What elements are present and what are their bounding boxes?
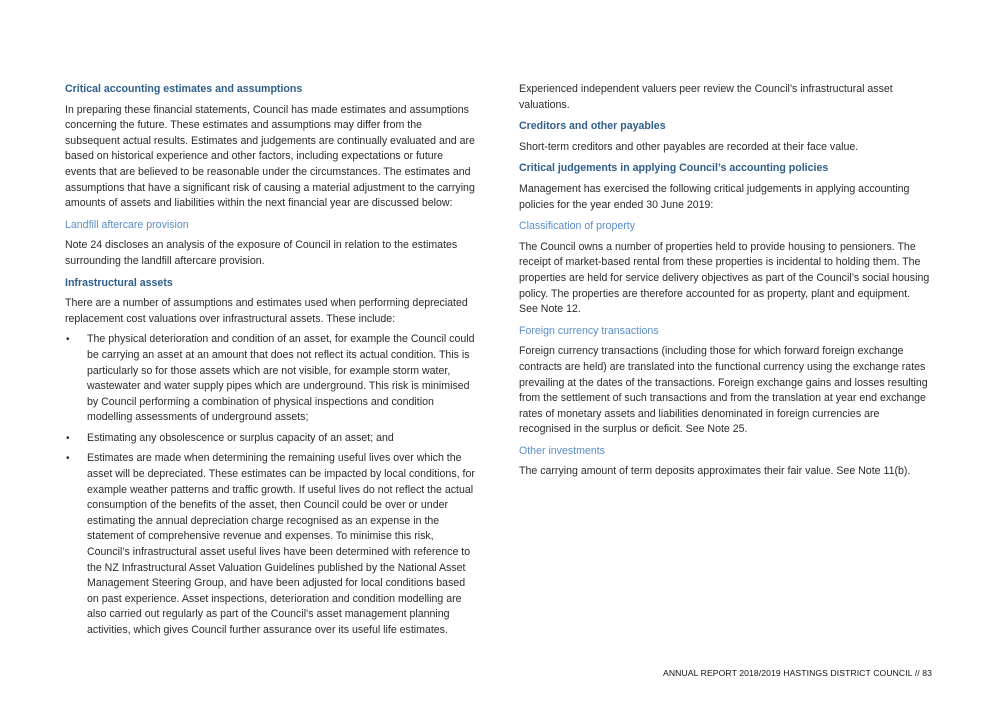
infrastructural-body: There are a number of assumptions and estimates used when performing depreciated replacement cost valuations over infrastructural assets. These include: — [65, 297, 468, 325]
page-footer: ANNUAL REPORT 2018/2019 HASTINGS DISTRICT COUNCIL // 83 — [663, 668, 932, 678]
infrastructural-heading: Infrastructural assets — [65, 276, 173, 289]
bullet-icon: • — [66, 334, 70, 346]
infrastructural-bullet-list — [65, 332, 475, 638]
infrastructural-section — [65, 276, 475, 639]
critical-judgements-body: Management has exercised the following critical judgements in applying accounting policies for the year ended 30 June 2019: — [519, 182, 910, 211]
valuers-section — [519, 82, 931, 113]
landfill-section — [65, 218, 475, 270]
other-investments-section — [519, 444, 931, 480]
list-item — [65, 451, 475, 638]
landfill-heading: Landfill aftercare provision — [65, 218, 189, 231]
list-item — [65, 431, 475, 447]
classification-heading: Classification of property — [519, 220, 635, 233]
classification-section — [519, 219, 931, 318]
critical-judgements-heading: Critical judgements in applying Council’s accounting policies — [519, 162, 829, 175]
landfill-body: Note 24 discloses an analysis of the exposure of Council in relation to the estimates surrounding the landfill aftercare provision. — [65, 239, 458, 267]
creditors-body: Short-term creditors and other payables are recorded at their face value. — [519, 140, 859, 153]
foreign-currency-heading: Foreign currency transactions — [519, 324, 659, 337]
creditors-section — [519, 119, 931, 155]
creditors-heading: Creditors and other payables — [519, 120, 666, 133]
critical-judgements-section — [519, 161, 931, 213]
classification-body: The Council owns a number of properties held to provide housing to pensioners. The receipt of market-based rental from these properties is incidental to holding them. The properties are held for service delivery objectives as part of the Council’s social housing policy. The properties are therefore accounted for as property, plant and equipment. See Note 12. — [519, 240, 930, 316]
other-investments-body: The carrying amount of term deposits approximates their fair value. See Note 11(b). — [519, 465, 911, 478]
list-item-text: Estimates are made when determining the remaining useful lives over which the asset will be depreciated. These estimates can be impacted by local conditions, for example weather patterns and traffic growth. If useful lives do not reflect the actual consumption of the benefits of the asset, then Council could be over or under estimating the annual depreciation charge recognised as an expense in the statement of comprehensive revenue and expenses. To minimise this risk, Council’s infrastructural asset useful lives have been determined with reference to the NZ Infrastructural Asset Valuation Guidelines published by the National Asset Management Steering Group, and have been adjusted for local conditions based on past experience. Asset inspections, deterioration and condition modelling are also carried out regularly as part of the Council’s asset management planning activities, which gives Council further assurance over its useful life estimates. — [87, 452, 475, 636]
foreign-currency-section — [519, 324, 931, 438]
critical-estimates-section — [65, 82, 475, 212]
valuers-text: Experienced independent valuers peer review the Council’s infrastructural asset valuations. — [519, 83, 893, 111]
other-investments-heading: Other investments — [519, 444, 605, 457]
critical-estimates-heading: Critical accounting estimates and assumptions — [65, 83, 303, 95]
bullet-icon: • — [66, 432, 70, 444]
list-item-text: Estimating any obsolescence or surplus capacity of an asset; and — [87, 431, 394, 444]
right-column — [519, 82, 931, 486]
critical-estimates-body: In preparing these financial statements, Council has made estimates and assumptions concerning the future. These estimates and assumptions may differ from the subsequent actual results. Estimates and judgements are continually evaluated and are based on historical experience and other factors, including expectations or future events that are believed to be reasonable under the circumstances. The estimates and assumptions that have a significant risk of causing a material adjustment to the carrying amounts of assets and liabilities within the next financial year are discussed below: — [65, 103, 475, 210]
list-item-text: The physical deterioration and condition of an asset, for example the Council could be carrying an asset at an amount that does not reflect its actual condition. This is particularly so for those assets which are not visible, for example storm water, wastewater and water supply pipes which are underground. This risk is minimised by Council performing a combination of physical inspections and condition modelling assessments of underground assets; — [87, 333, 475, 424]
foreign-currency-body: Foreign currency transactions (including those for which forward foreign exchange contracts are held) are translated into the functional currency using the exchange rates prevailing at the dates of the transactions. Foreign exchange gains and losses resulting from the settlement of such transactions and from the translation at year end exchange rates of monetary assets and liabilities denominated in foreign currencies are recognised in the surplus or deficit. See Note 25. — [519, 345, 928, 436]
bullet-icon: • — [66, 453, 70, 465]
left-column — [65, 82, 475, 645]
list-item — [65, 332, 475, 426]
